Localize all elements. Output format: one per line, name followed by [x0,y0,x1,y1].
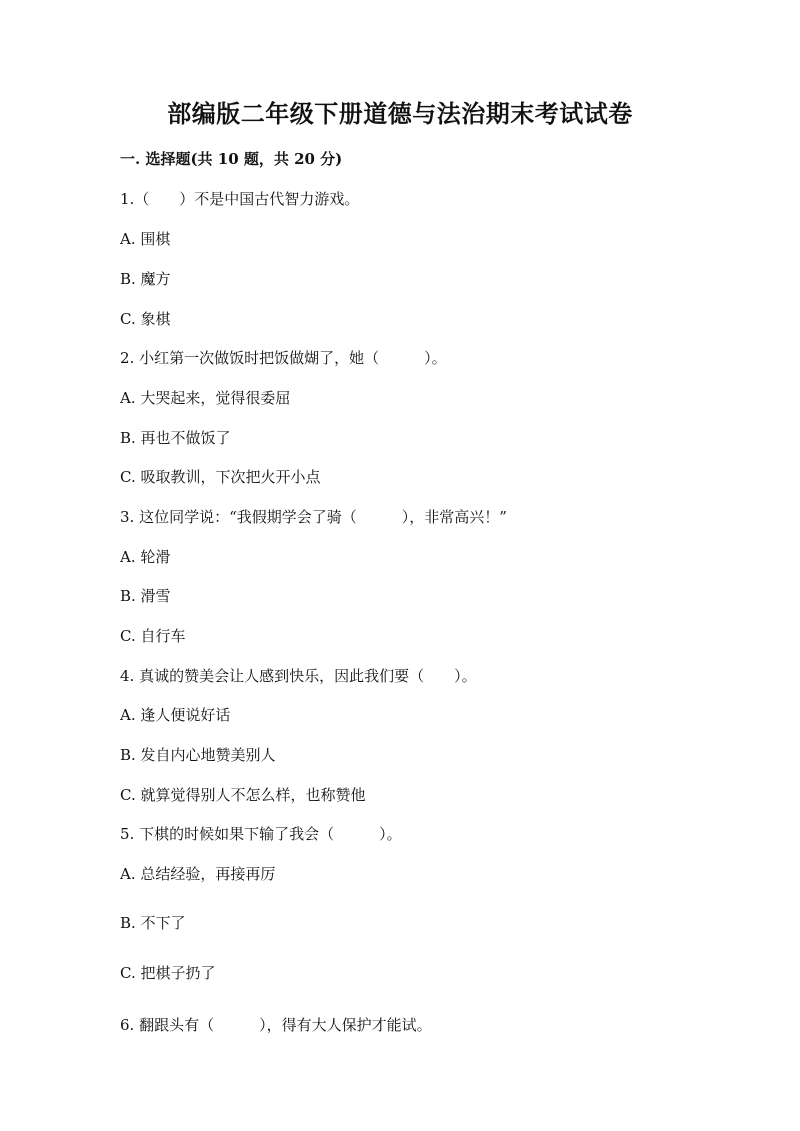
section-heading: 一. 选择题(共 10 题，共 20 分) [120,150,343,168]
question-3-option-a: A. 轮滑 [120,548,171,566]
question-2-option-a: A. 大哭起来，觉得很委屈 [120,389,291,407]
question-4-option-c: C. 就算觉得别人不怎么样，也称赞他 [120,786,366,804]
question-1-option-b: B. 魔方 [120,270,171,288]
question-3-option-c: C. 自行车 [120,627,186,645]
page-title: 部编版二年级下册道德与法治期末考试试卷 [167,99,633,128]
question-2-option-b: B. 再也不做饭了 [120,429,231,447]
question-3-stem: 3. 这位同学说：“我假期学会了骑（ ），非常高兴！” [120,508,507,526]
question-1-option-a: A. 围棋 [120,230,171,248]
question-4-option-a: A. 逢人便说好话 [120,706,231,724]
question-4-option-b: B. 发自内心地赞美别人 [120,746,276,764]
question-2-stem: 2. 小红第一次做饭时把饭做煳了，她（ ）。 [120,349,447,367]
question-6-stem: 6. 翻跟头有（ ），得有大人保护才能试。 [120,1016,432,1034]
question-1-stem: 1.（ ）不是中国古代智力游戏。 [120,190,360,208]
question-1-option-c: C. 象棋 [120,310,171,328]
question-5-option-c: C. 把棋子扔了 [120,964,216,982]
question-2-option-c: C. 吸取教训，下次把火开小点 [120,468,321,486]
question-3-option-b: B. 滑雪 [120,587,171,605]
question-5-option-b: B. 不下了 [120,914,186,932]
question-5-stem: 5. 下棋的时候如果下输了我会（ ）。 [120,825,402,843]
question-5-option-a: A. 总结经验，再接再厉 [120,865,276,883]
question-4-stem: 4. 真诚的赞美会让人感到快乐，因此我们要（ ）。 [120,667,477,685]
